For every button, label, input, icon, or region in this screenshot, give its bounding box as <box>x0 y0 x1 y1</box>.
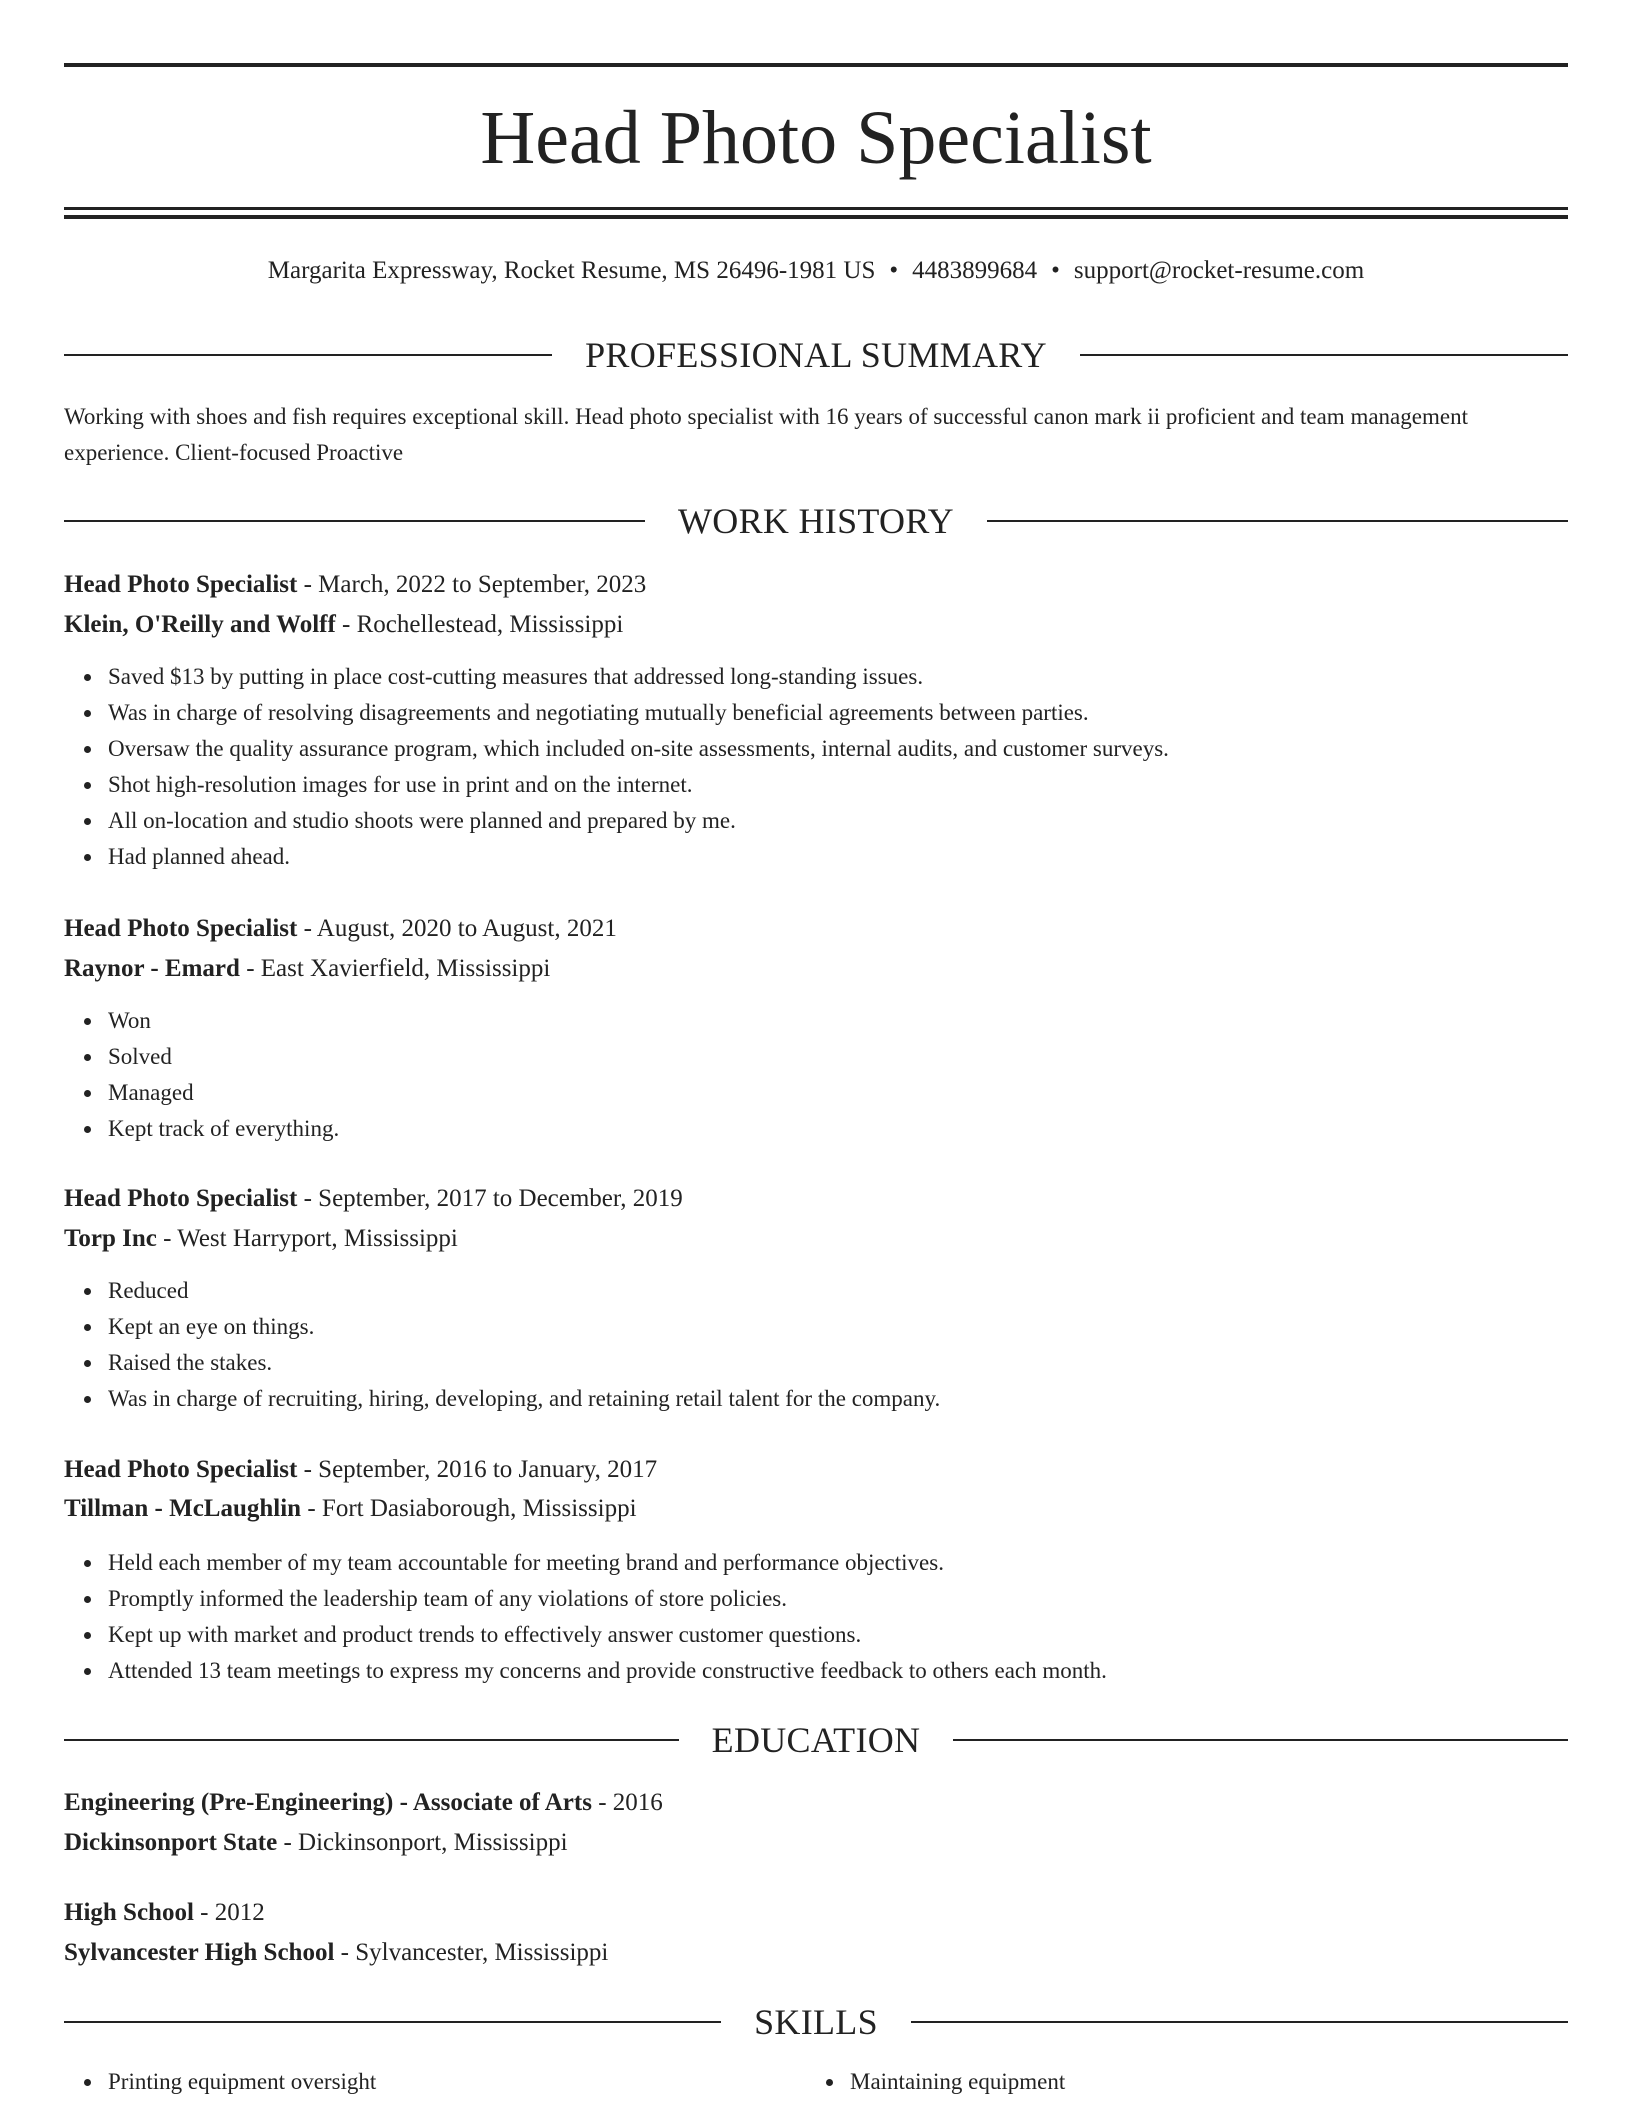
heading-rule <box>64 2021 721 2023</box>
contact-line <box>64 254 1568 288</box>
contact-address: Margarita Expressway, Rocket Resume, MS 26496-1981 US <box>267 257 876 284</box>
contact-separator: • <box>1051 257 1060 284</box>
heading-rule <box>953 1739 1568 1741</box>
skills-list-right <box>806 2064 1065 2100</box>
education-year: - 2016 <box>591 1789 663 1816</box>
job-bullets <box>64 659 1169 875</box>
job-bullet: Held each member of my team accountable for meeting brand and performance objectives. <box>108 1545 1107 1581</box>
job-company: Klein, O'Reilly and Wolff <box>64 611 336 638</box>
job-bullet: Promptly informed the leadership team of any violations of store policies. <box>108 1581 1107 1617</box>
job-bullet: Kept up with market and product trends to effectively answer customer questions. <box>108 1617 1107 1653</box>
job-role: Head Photo Specialist <box>64 571 298 598</box>
heading-rule <box>64 354 552 356</box>
heading-rule <box>64 1739 679 1741</box>
contact-separator: • <box>889 257 899 284</box>
job-role: Head Photo Specialist <box>64 1185 298 1212</box>
job-bullets <box>64 1003 339 1147</box>
section-heading-label: EDUCATION <box>711 1720 921 1760</box>
education-school: Sylvancester High School <box>64 1939 335 1966</box>
education-school-line <box>64 1933 1568 1973</box>
job-bullet: Shot high-resolution images for use in print and on the internet. <box>108 767 1169 803</box>
education-year: - 2012 <box>193 1899 265 1926</box>
header-rule-upper <box>64 207 1568 210</box>
job-bullets <box>64 1545 1107 1689</box>
summary-text: Working with shoes and fish requires exceptional skill. Head photo specialist with 16 years of successful canon mark ii proficient and team management experience. Client-focused Proactive <box>64 404 1468 465</box>
education-degree: High School <box>64 1899 194 1926</box>
job-bullet: Saved $13 by putting in place cost-cutting measures that addressed long-standing issues. <box>108 659 1169 695</box>
heading-rule <box>1080 354 1568 356</box>
education-school: Dickinsonport State <box>64 1829 278 1856</box>
job-location: - West Harryport, Mississippi <box>156 1225 458 1252</box>
job-dates: - August, 2020 to August, 2021 <box>297 915 617 942</box>
job-bullet: Reduced <box>108 1273 940 1309</box>
education-degree-line <box>64 1893 1568 1933</box>
top-rule <box>64 63 1568 67</box>
job-role: Head Photo Specialist <box>64 1456 298 1483</box>
job-bullet: Solved <box>108 1039 339 1075</box>
job-company: Torp Inc <box>64 1225 157 1252</box>
job-title-line <box>64 1179 1568 1219</box>
job-bullet: Oversaw the quality assurance program, which included on-site assessments, internal audits, and customer surveys. <box>108 731 1169 767</box>
job-bullet: Kept track of everything. <box>108 1111 339 1147</box>
job-bullets <box>64 1273 940 1417</box>
job-bullet: Raised the stakes. <box>108 1345 940 1381</box>
job-location: - Rochellestead, Mississippi <box>335 611 624 638</box>
education-degree-line <box>64 1783 1568 1823</box>
job-bullet: Kept an eye on things. <box>108 1309 940 1345</box>
section-heading-label: SKILLS <box>754 2002 878 2042</box>
job-bullet: Had planned ahead. <box>108 839 1169 875</box>
job-title-line <box>64 909 1568 949</box>
skill-item: Printing equipment oversight <box>108 2064 376 2100</box>
job-title-line <box>64 1450 1568 1490</box>
section-heading-summary <box>64 333 1568 377</box>
job-company: Raynor - Emard <box>64 955 240 982</box>
section-heading-skills <box>64 2000 1568 2044</box>
job-dates: - September, 2017 to December, 2019 <box>297 1185 683 1212</box>
job-role: Head Photo Specialist <box>64 915 298 942</box>
job-location: - Fort Dasiaborough, Mississippi <box>301 1495 637 1522</box>
job-bullet: Managed <box>108 1075 339 1111</box>
job-location: - East Xavierfield, Mississippi <box>239 955 551 982</box>
section-heading-education <box>64 1718 1568 1762</box>
resume-title: Head Photo Specialist <box>480 96 1152 180</box>
job-dates: - September, 2016 to January, 2017 <box>297 1456 658 1483</box>
job-bullet: Attended 13 team meetings to express my concerns and provide constructive feedback to others each month. <box>108 1653 1107 1689</box>
job-bullet: Won <box>108 1003 339 1039</box>
heading-rule <box>64 520 645 522</box>
job-dates: - March, 2022 to September, 2023 <box>297 571 647 598</box>
heading-rule <box>987 520 1568 522</box>
job-company-line <box>64 605 1568 645</box>
education-location: - Sylvancester, Mississippi <box>334 1939 609 1966</box>
job-bullet: All on-location and studio shoots were planned and prepared by me. <box>108 803 1169 839</box>
skill-item: Maintaining equipment <box>850 2064 1065 2100</box>
skills-list-left <box>64 2064 376 2100</box>
header-rule-lower <box>64 215 1568 219</box>
section-heading-label: PROFESSIONAL SUMMARY <box>585 335 1047 375</box>
job-company: Tillman - McLaughlin <box>64 1495 302 1522</box>
education-school-line <box>64 1823 1568 1863</box>
job-title-line <box>64 565 1568 605</box>
contact-email: support@rocket-resume.com <box>1073 257 1365 284</box>
job-bullet: Was in charge of recruiting, hiring, developing, and retaining retail talent for the company. <box>108 1381 940 1417</box>
section-heading-work-history <box>64 499 1568 543</box>
job-bullet: Was in charge of resolving disagreements and negotiating mutually beneficial agreements between parties. <box>108 695 1169 731</box>
job-company-line <box>64 949 1568 989</box>
job-company-line <box>64 1219 1568 1259</box>
heading-rule <box>911 2021 1568 2023</box>
contact-phone: 4483899684 <box>912 257 1038 284</box>
job-company-line <box>64 1489 1568 1529</box>
education-location: - Dickinsonport, Mississippi <box>277 1829 568 1856</box>
section-heading-label: WORK HISTORY <box>678 501 954 541</box>
education-degree: Engineering (Pre-Engineering) - Associate of Arts <box>64 1789 592 1816</box>
